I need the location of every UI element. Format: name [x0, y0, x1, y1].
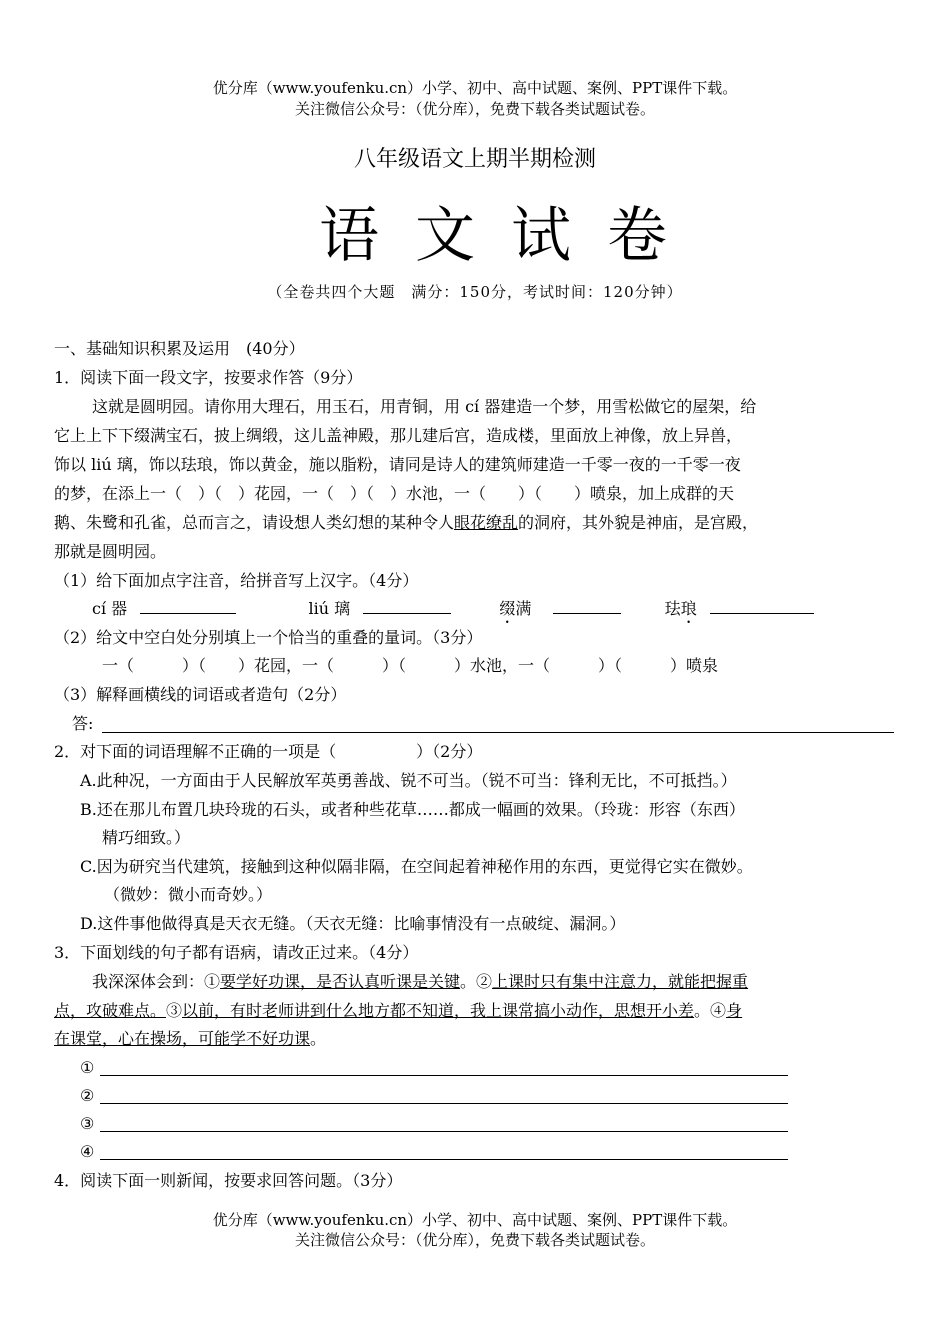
q1-passage-line-4: 的梦，在添上一（ ）（ ）花园，一（ ）（ ）水池，一（ ）（ ）喷泉，加上成群的天	[54, 484, 735, 503]
q3-answer-line-1[interactable]	[100, 1075, 788, 1076]
q2-option-c: C.因为研究当代建筑，接触到这种似隔非隔，在空间起着神秘作用的东西，更觉得它实在微妙。	[80, 857, 753, 876]
answer-blank[interactable]	[553, 597, 621, 614]
q2-option-a: A.此种况，一方面由于人民解放军英勇善战、锐不可当。（锐不可当：锋利无比，不可抵挡。）	[80, 771, 737, 790]
q1-sub-2-line: 一（ ）（ ）花园，一（ ）（ ）水池，一（ ）（ ）喷泉	[102, 656, 719, 675]
q3-text: 。②	[460, 972, 493, 991]
section-1-heading: 一、基础知识积累及运用 (40分）	[54, 339, 305, 358]
faulty-sentence-4-cont: 在课堂，心在操场，可能学不好功课	[54, 1029, 311, 1048]
q1-sub-1: （1）给下面加点字注音，给拼音写上汉字。（4分）	[54, 571, 419, 590]
q2-option-d: D.这件事他做得真是天衣无缝。（天衣无缝：比喻事情没有一点破绽、漏洞。）	[80, 914, 626, 933]
pinyin-item-ci: cí 器	[92, 599, 128, 618]
footer-line-2: 关注微信公众号：（优分库），免费下载各类试题试卷。	[294, 1231, 655, 1249]
q3-line-3	[54, 1028, 326, 1050]
q3-line-1	[92, 971, 748, 993]
pinyin-item-liu: liú 璃	[308, 599, 351, 618]
underlined-phrase: 眼花缭乱	[454, 513, 519, 532]
q3-prompt: 3．下面划线的句子都有语病，请改正过来。（4分）	[54, 943, 419, 962]
answer-line[interactable]	[102, 732, 894, 733]
exam-note: （全卷共四个大题 满分：150分，考试时间：120分钟）	[267, 283, 683, 301]
dotted-char: 缀	[499, 599, 516, 618]
word-char: 珐	[664, 599, 681, 618]
q1-sub-1-items	[92, 597, 814, 627]
q1-passage-line-1: 这就是圆明园。请你用大理石，用玉石，用青铜，用 cí 器建造一个梦，用雪松做它的屋架，给	[92, 397, 757, 416]
q2-option-b-cont: 精巧细致。）	[102, 828, 191, 847]
q1-passage-line-5	[54, 512, 758, 534]
q1-passage-line-3: 饰以 liú 璃，饰以珐琅，饰以黄金，施以脂粉，请同是诗人的建筑师建造一千零一夜的一千零一夜	[54, 455, 741, 474]
answer-blank[interactable]	[363, 597, 451, 614]
q1-passage-line-6: 那就是圆明园。	[54, 542, 167, 561]
q2-prompt: 2．对下面的词语理解不正确的一项是（ ）（2分）	[54, 742, 483, 761]
q3-answer-label-3: ③	[80, 1114, 95, 1133]
answer-label: 答:	[72, 714, 94, 733]
q3-answer-label-2: ②	[80, 1086, 95, 1105]
q3-text: 。	[310, 1029, 327, 1048]
q3-text: 我深深体会到：①	[92, 972, 221, 991]
q1-prompt: 1．阅读下面一段文字，按要求作答（9分）	[54, 368, 363, 387]
q3-answer-label-1: ①	[80, 1058, 95, 1077]
answer-blank[interactable]	[710, 597, 814, 614]
faulty-sentence-2: 上课时只有集中注意力，就能把握重	[492, 972, 749, 991]
exam-title: 语文试卷	[319, 201, 703, 271]
q2-option-b: B.还在那儿布置几块玲珑的石头，或者种些花草……都成一幅画的效果。（玲珑：形容（东西）	[80, 800, 745, 819]
passage-text: 的洞府，其外貌是神庙，是宫殿，	[518, 513, 759, 532]
q3-answer-line-2[interactable]	[100, 1103, 788, 1104]
faulty-sentence-1: 要学好功课，是否认真听课是关键	[220, 972, 461, 991]
faulty-sentence-3: 以前，有时老师讲到什么地方都不知道，我上课常搞小动作，思想开小差	[182, 1001, 695, 1020]
word-char: 满	[515, 599, 532, 618]
q2-option-c-cont: （微妙：微小而奇妙。）	[104, 885, 273, 904]
faulty-sentence-2-cont: 点，攻破难点。	[54, 1001, 167, 1020]
header-line-2: 关注微信公众号：（优分库），免费下载各类试题试卷。	[294, 100, 655, 118]
q4-prompt: 4．阅读下面一则新闻，按要求回答问题。（3分）	[54, 1171, 403, 1190]
faulty-sentence-4: 身	[726, 1001, 743, 1020]
q3-answer-line-3[interactable]	[100, 1131, 788, 1132]
passage-text: 鹅、朱鹭和孔雀，总而言之，请设想人类幻想的某种令人	[54, 513, 455, 532]
header-line-1: 优分库（www.youfenku.cn）小学、初中、高中试题、案例、PPT课件下载。	[212, 79, 738, 97]
q3-text: 。④	[694, 1001, 727, 1020]
footer-line-1: 优分库（www.youfenku.cn）小学、初中、高中试题、案例、PPT课件下载。	[212, 1211, 738, 1229]
dotted-char: 琅	[680, 599, 697, 618]
exam-subtitle: 八年级语文上期半期检测	[353, 147, 596, 172]
q3-answer-line-4[interactable]	[100, 1159, 788, 1160]
q1-sub-2: （2）给文中空白处分别填上一个恰当的重叠的量词。（3分）	[54, 628, 483, 647]
q3-answer-label-4: ④	[80, 1142, 95, 1161]
q1-passage-line-2: 它上上下下缀满宝石，披上绸缎，这儿盖神殿，那儿建后宫，造成楼，里面放上神像，放上异兽，	[54, 426, 743, 445]
q3-text: ③	[166, 1001, 183, 1020]
q3-line-2	[54, 1000, 742, 1022]
q1-sub-3: （3）解释画横线的词语或者造句（2分）	[54, 685, 347, 704]
answer-blank[interactable]	[140, 597, 236, 614]
